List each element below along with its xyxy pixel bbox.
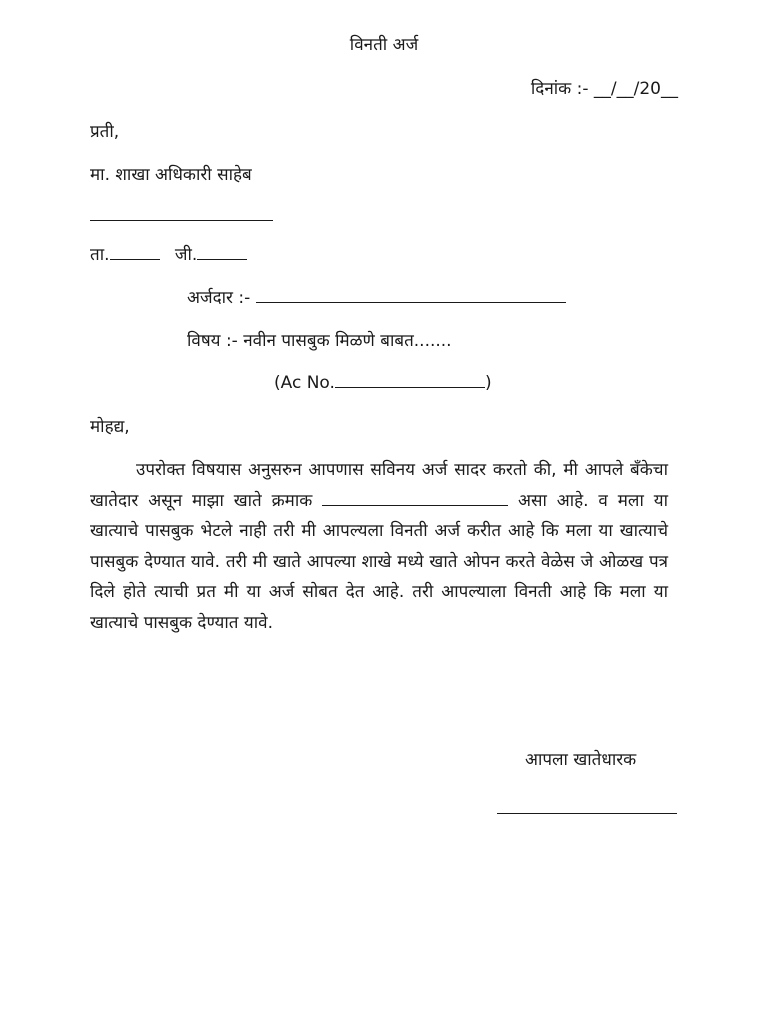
body-part-1: उपरोक्त विषयास अनुसरुन आपणास सविनय अर्ज सादर करतो की, मी आपले बॅंकेचा खातेदार असून माझा खाते क्रमाक bbox=[90, 460, 668, 511]
account-number-row bbox=[274, 371, 492, 395]
account-number-blank[interactable] bbox=[335, 371, 485, 388]
subject-row bbox=[187, 329, 452, 353]
address-blank-line[interactable] bbox=[90, 220, 273, 221]
district-label: जी. bbox=[174, 245, 198, 265]
district-blank[interactable] bbox=[197, 243, 247, 260]
taluka-district-row bbox=[90, 243, 247, 267]
body-part-2: असा आहे. व मला या खात्याचे पासबुक भेटले नाही तरी मी आपल्यला विनती अर्ज करीत आहे कि मला या खात्याचे पासबुक देण्यात यावे. तरी मी खाते आपल्या शाखे मध्ये खाते ओपन करते वेळेस जे ओळख पत्र दिले होते त्याची प्रत मी या अर्ज सोबत देत आहे. तरी आपल्याला विनती आहे कि मला या खात्याचे पासबुक देण्यात यावे. bbox=[90, 490, 668, 633]
taluka-blank[interactable] bbox=[110, 243, 160, 260]
subject-text: नवीन पासबुक मिळणे बाबत....... bbox=[243, 331, 452, 351]
body-account-blank[interactable] bbox=[322, 489, 508, 506]
date-label: दिनांक :- bbox=[530, 79, 594, 99]
taluka-label: ता. bbox=[90, 245, 110, 265]
date-field bbox=[531, 77, 678, 101]
letter-title: विनती अर्ज bbox=[349, 35, 419, 55]
salutation: मोहद्य, bbox=[90, 417, 130, 437]
applicant-label: अर्जदार :- bbox=[187, 288, 256, 308]
applicant-row bbox=[187, 286, 566, 310]
letter-body bbox=[90, 455, 668, 638]
signature-line[interactable] bbox=[497, 813, 677, 814]
closing-signature-label: आपला खातेधारक bbox=[525, 750, 637, 770]
subject-label: विषय :- bbox=[187, 331, 244, 351]
date-blank[interactable]: __/__/20__ bbox=[593, 79, 678, 99]
acno-close: ) bbox=[484, 373, 492, 393]
to-label: प्रती, bbox=[90, 122, 120, 142]
acno-label: (Ac No. bbox=[274, 373, 335, 393]
applicant-name-blank[interactable] bbox=[256, 286, 566, 303]
recipient: मा. शाखा अधिकारी साहेब bbox=[90, 165, 252, 185]
